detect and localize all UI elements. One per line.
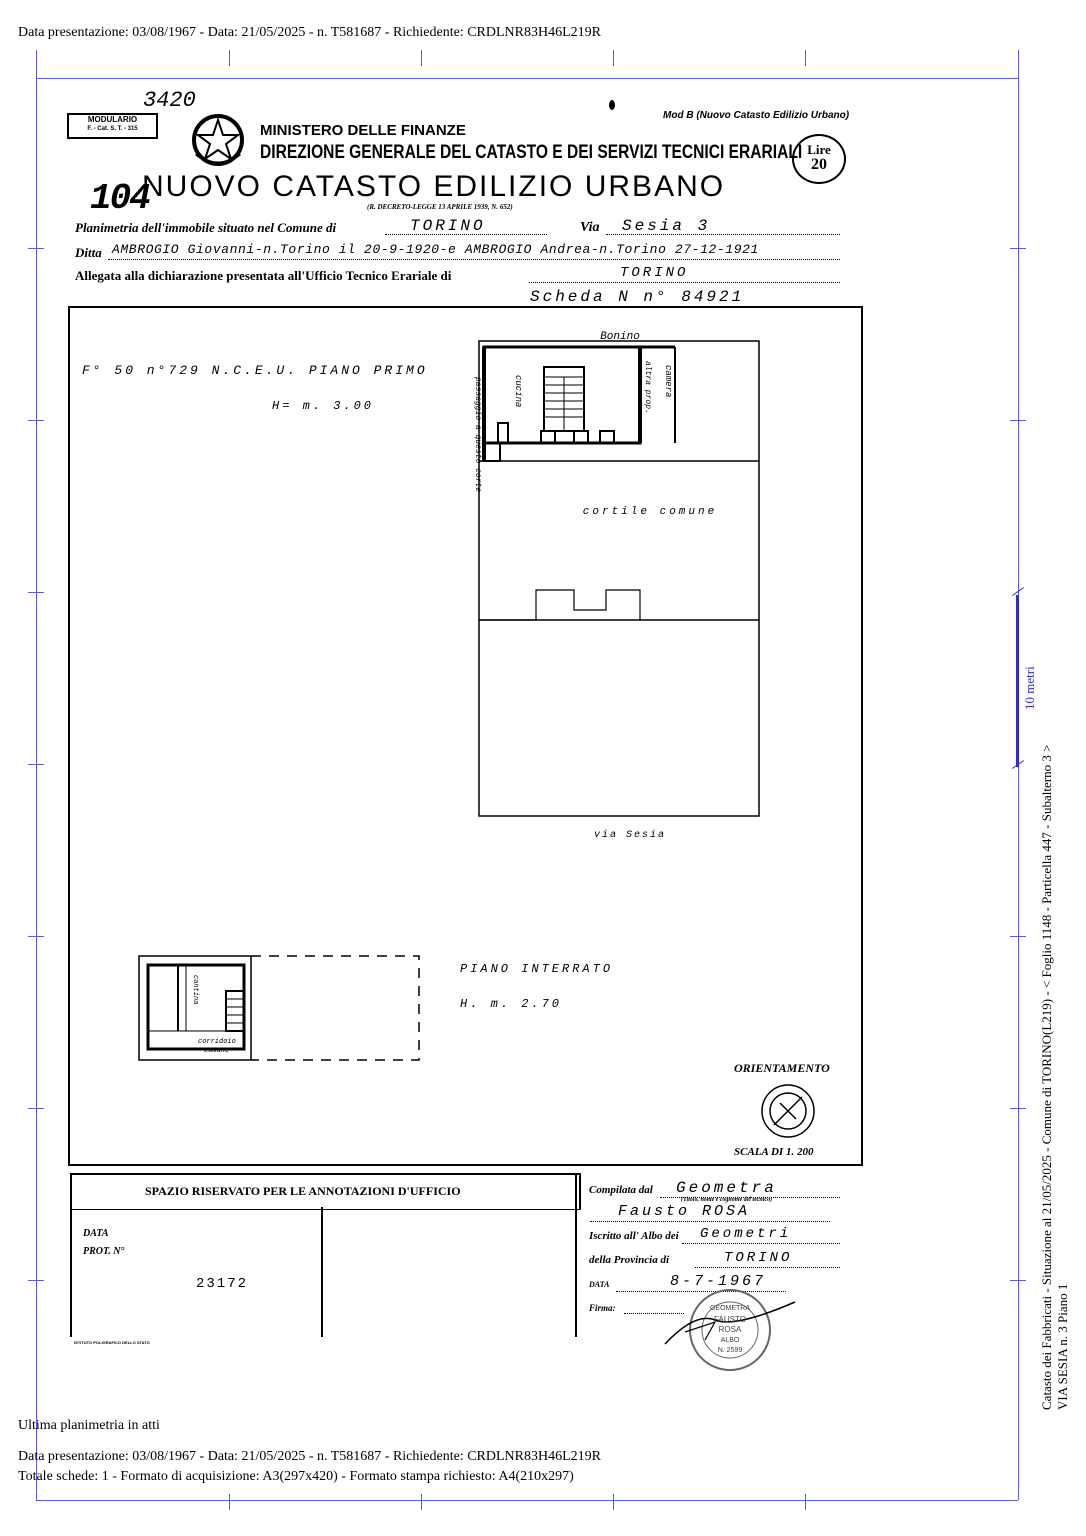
street-label: via Sesia	[593, 830, 667, 841]
comune-small-label: comune	[204, 1047, 230, 1055]
frame-bottom	[36, 1500, 1018, 1501]
printer-label: ISTITUTO POLIGRAFICO DELLO STATO	[74, 1340, 150, 1345]
direction: DIREZIONE GENERALE DEL CATASTO E DEI SERVIZI TECNICI ERARIALI	[260, 142, 803, 163]
basement-plan	[138, 955, 422, 1063]
frame-top	[36, 78, 1018, 79]
tick	[421, 1494, 422, 1510]
passaggio-label: passaggio a questo corte	[473, 377, 482, 493]
scale-label: 10 metri	[1022, 666, 1037, 710]
tick	[1010, 248, 1026, 249]
stamp-top: GEOMETRA	[709, 1305, 751, 1312]
stamp-albo: ALBO	[720, 1337, 740, 1344]
scheda-value: Scheda N n° 84921	[530, 288, 745, 306]
office-data-label: DATA	[83, 1228, 109, 1239]
provincia-label: della Provincia di	[589, 1254, 670, 1266]
orientamento-label: ORIENTAMENTO	[734, 1061, 830, 1075]
ufficio-value: TORINO	[620, 265, 689, 281]
tick	[1010, 1108, 1026, 1109]
tick	[613, 1494, 614, 1510]
allegata-label: Allegata alla dichiarazione presentata all'Ufficio Tecnico Erariale di	[75, 268, 452, 283]
form-number: 104	[90, 178, 149, 219]
firma-label: Firma:	[589, 1303, 616, 1313]
lire-value: 20	[811, 156, 827, 173]
cortile-label: cortile comune	[582, 506, 718, 518]
tick	[229, 1494, 230, 1510]
altra-label: altra prop.	[643, 361, 652, 414]
side-cadastre-line: Catasto dei Fabbricati - Situazione al 21/05/2025 - Comune di TORINO(L219) - < Foglio 1148 - Particella 447 - Subalterno 3 >	[1039, 744, 1054, 1410]
office-prot-label: PROT. N°	[83, 1246, 125, 1257]
tick	[805, 50, 806, 66]
floor-plan	[470, 325, 770, 845]
iscritto-label: Iscritto all' Albo dei	[589, 1230, 679, 1242]
office-prot-number: 23172	[196, 1276, 249, 1292]
tick	[1010, 936, 1026, 937]
office-right-border	[575, 1173, 577, 1337]
tick	[28, 1108, 44, 1109]
modulario-label: MODULARIO	[87, 115, 138, 124]
tick	[421, 50, 422, 66]
emblem-icon	[190, 110, 246, 170]
footer-line2: Totale schede: 1 - Formato di acquisizione: A3(297x420) - Formato stampa richiesto: A4(210x297)	[18, 1469, 574, 1484]
tick	[28, 936, 44, 937]
office-left-border	[70, 1207, 72, 1337]
mod-b: Mod B (Nuovo Catasto Edilizio Urbano)	[663, 110, 850, 121]
compiler-date: 8-7-1967	[670, 1273, 767, 1290]
tick	[28, 420, 44, 421]
header-line: Data presentazione: 03/08/1967 - Data: 21/05/2025 - n. T581687 - Richiedente: CRDLNR83H46L219R	[18, 25, 601, 40]
tick	[805, 1494, 806, 1510]
frame-right	[1018, 50, 1019, 1500]
cantina-label: cantina	[191, 975, 199, 1005]
compilata-value: Geometra	[676, 1179, 777, 1197]
name-value: Fausto ROSA	[618, 1203, 751, 1220]
office-mid-border	[321, 1207, 323, 1337]
scala-label: SCALA DI 1. 200	[734, 1146, 814, 1158]
plan-main-label: F° 50 n°729 N.C.E.U. PIANO PRIMO	[82, 363, 428, 378]
comune-value: TORINO	[410, 217, 486, 235]
decree: (R. DECRETO-LEGGE 13 APRILE 1939, N. 652)	[367, 203, 513, 211]
tick	[28, 1280, 44, 1281]
stamp-name2: ROSA	[718, 1325, 742, 1334]
via-value: Sesia 3	[622, 217, 711, 235]
hand-number: 3420	[143, 88, 196, 113]
compiler-data-label: DATA	[589, 1280, 610, 1289]
footer-last: Ultima planimetria in atti	[18, 1418, 160, 1433]
modulario-code: F. - Cat. S. T. - 315	[87, 126, 138, 132]
lire-label: Lire	[807, 142, 831, 157]
iscritto-value: Geometri	[700, 1226, 792, 1242]
professional-stamp-icon	[655, 1282, 805, 1372]
interrato-height: H. m. 2.70	[460, 997, 563, 1011]
compilata-label: Compilata dal	[589, 1184, 653, 1196]
tick	[613, 50, 614, 66]
stamp-n: N. 2599	[717, 1347, 743, 1354]
footer-line1: Data presentazione: 03/08/1967 - Data: 21/05/2025 - n. T581687 - Richiedente: CRDLNR83H46L219R	[18, 1449, 601, 1464]
north-arrow-icon	[760, 1083, 816, 1139]
ministry: MINISTERO DELLE FINANZE	[260, 122, 466, 139]
lire-badge	[792, 134, 846, 184]
via-label: Via	[580, 220, 600, 235]
small-mark	[609, 100, 615, 110]
camera-label: camera	[663, 365, 673, 398]
planimetria-label: Planimetria dell'immobile situato nel Comune di	[75, 220, 337, 235]
corridoio-label: corridoio	[198, 1038, 236, 1046]
modulario-box	[67, 113, 158, 139]
frame-left	[36, 50, 37, 1500]
tick	[28, 592, 44, 593]
ditta-label: Ditta	[75, 245, 102, 260]
north-neighbor-label: Bonino	[600, 331, 640, 343]
tick	[1010, 1280, 1026, 1281]
cucina-label: cucina	[513, 375, 523, 408]
tick	[1010, 420, 1026, 421]
tick	[28, 248, 44, 249]
interrato-label: PIANO INTERRATO	[460, 962, 614, 976]
stamp-name1: FAUSTO	[714, 1315, 746, 1324]
provincia-value: TORINO	[724, 1250, 793, 1266]
reserved-title: SPAZIO RISERVATO PER LE ANNOTAZIONI D'UFFICIO	[145, 1184, 461, 1198]
scale-bar	[1016, 595, 1019, 767]
ditta-value: AMBROGIO Giovanni-n.Torino il 20-9-1920-e AMBROGIO Andrea-n.Torino 27-12-1921	[112, 242, 759, 257]
plan-main-height: H= m. 3.00	[272, 399, 375, 413]
form-title: NUOVO CATASTO EDILIZIO URBANO	[142, 170, 726, 203]
compilata-hint: (Titolo, nome e cognome del tecnico)	[681, 1197, 773, 1203]
tick	[229, 50, 230, 66]
tick	[28, 764, 44, 765]
side-address-line: VIA SESIA n. 3 Piano 1	[1055, 1283, 1070, 1410]
